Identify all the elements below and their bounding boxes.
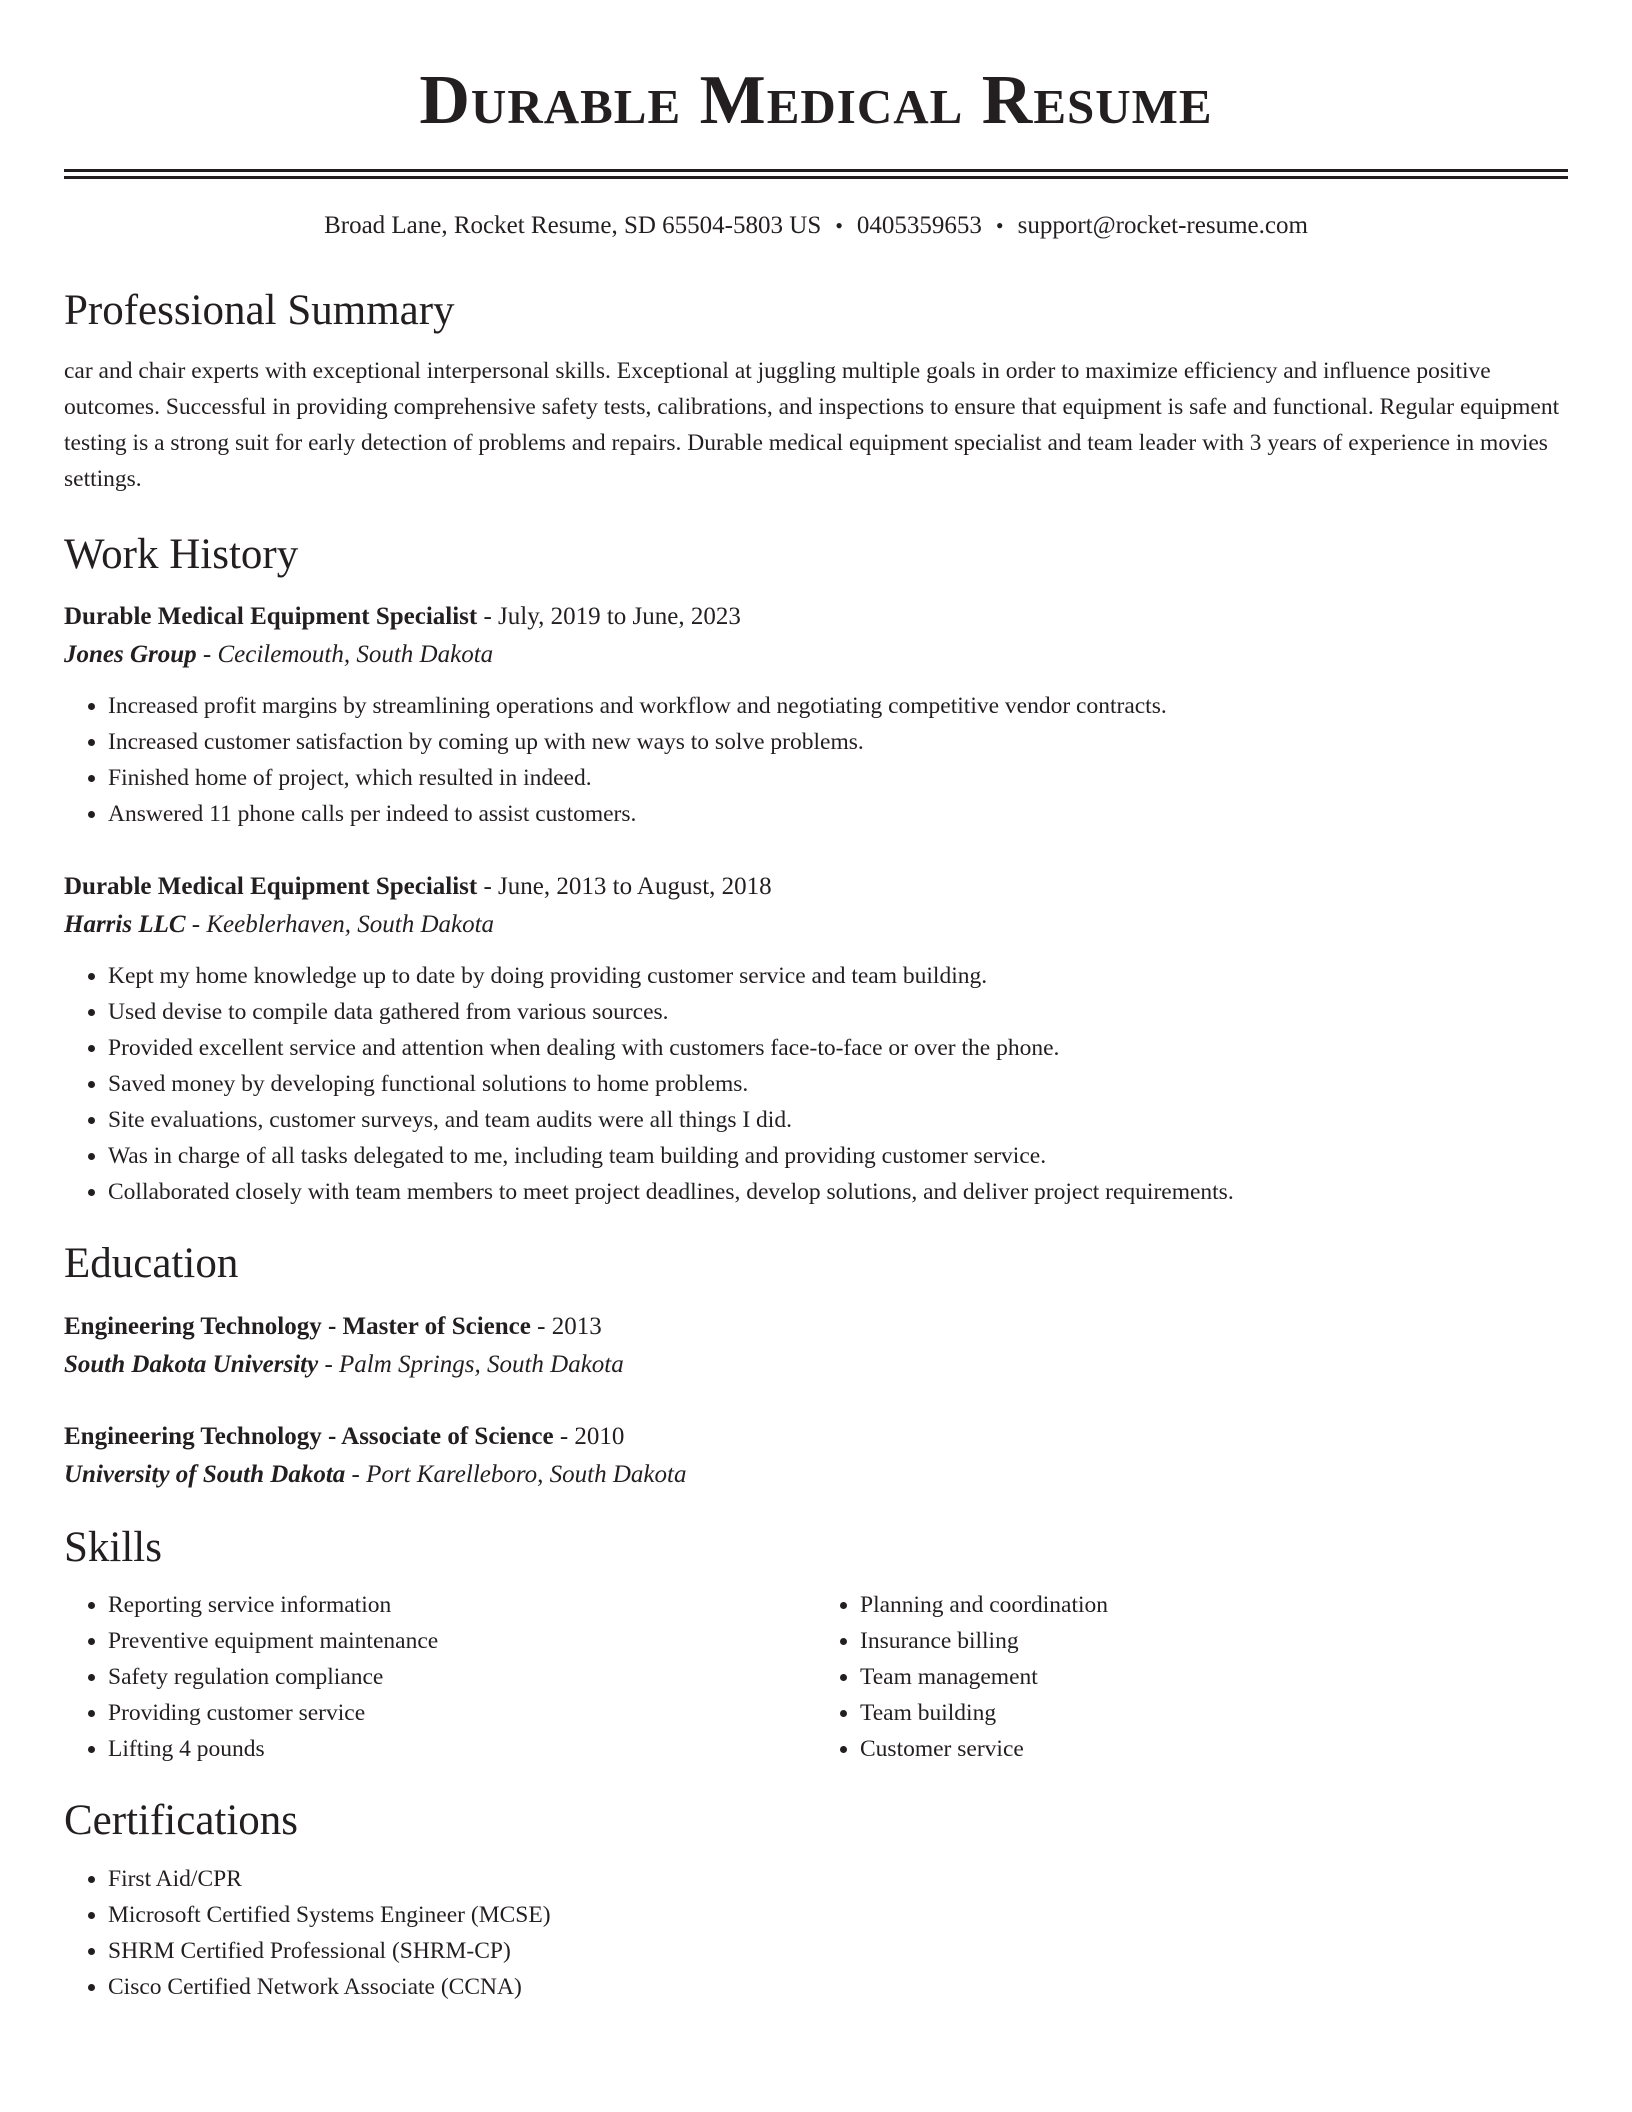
degree: Engineering Technology - Associate of Science [64,1422,554,1450]
list-item: • First Aid/CPR [108,1861,1568,1897]
job-company-line [64,906,1568,944]
education-entry [64,1418,1568,1494]
list-item: • SHRM Certified Professional (SHRM-CP) [108,1933,1568,1969]
list-item: • Saved money by developing functional solutions to home problems. [108,1066,1568,1102]
degree-line [64,1418,1568,1456]
list-item: • Preventive equipment maintenance [108,1623,816,1659]
list-item: • Increased profit margins by streamlining operations and workflow and negotiating competitive vendor contracts. [108,688,1568,724]
list-item: • Increased customer satisfaction by coming up with new ways to solve problems. [108,724,1568,760]
contact-address: Broad Lane, Rocket Resume, SD 65504-5803 US [324,212,822,239]
list-item: • Was in charge of all tasks delegated to me, including team building and providing customer service. [108,1138,1568,1174]
job-location: - Keeblerhaven, South Dakota [185,911,495,939]
certifications-heading: Certifications [64,1797,299,1845]
list-item: • Safety regulation compliance [108,1659,816,1695]
job-entry [64,868,1568,1210]
contact-line [64,211,1568,241]
certifications-list [64,1861,1568,2005]
school-name: South Dakota University [64,1350,319,1378]
degree: Engineering Technology - Master of Science [64,1312,531,1340]
job-location: - Cecilemouth, South Dakota [196,641,494,669]
job-dates: - June, 2013 to August, 2018 [477,873,772,901]
summary-text: car and chair experts with exceptional interpersonal skills. Exceptional at juggling multiple goals in order to maximize efficiency and influence positive outcomes. Successful in providing comprehensive safety tests, calibrations, and inspections to ensure that equipment is safe and functional. Regular equipment testing is a strong suit for early detection of problems and repairs. Durable medical equipment specialist and team leader with 3 years of experience in movies settings. [64,357,1560,492]
job-title-line [64,598,1568,636]
school-line [64,1346,1568,1384]
job-company: Jones Group [64,641,197,669]
graduation-year: - 2010 [553,1422,625,1450]
resume-name: Durable Medical Resume [419,62,1213,139]
job-company: Harris LLC [64,911,186,939]
job-duties-list [64,958,1568,1210]
job-duties-list [64,688,1568,832]
job-dates: - July, 2019 to June, 2023 [477,603,741,631]
list-item: • Lifting 4 pounds [108,1731,816,1767]
list-item: • Team management [860,1659,1568,1695]
degree-line [64,1308,1568,1346]
list-item: • Team building [860,1695,1568,1731]
skills-list-left [64,1587,816,1767]
list-item: • Insurance billing [860,1623,1568,1659]
list-item: • Cisco Certified Network Associate (CCNA) [108,1969,1568,2005]
list-item: • Answered 11 phone calls per indeed to assist customers. [108,796,1568,832]
list-item: • Microsoft Certified Systems Engineer (MCSE) [108,1897,1568,1933]
skills-grid [64,1587,1568,1767]
contact-email: support@rocket-resume.com [1017,212,1308,239]
list-item: • Reporting service information [108,1587,816,1623]
list-item: • Collaborated closely with team members to meet project deadlines, develop solutions, and deliver project requirements. [108,1174,1568,1210]
graduation-year: - 2013 [530,1312,602,1340]
school-location: - Port Karelleboro, South Dakota [345,1460,687,1488]
list-item: • Finished home of project, which resulted in indeed. [108,760,1568,796]
job-title: Durable Medical Equipment Specialist [64,873,478,901]
list-item: • Used devise to compile data gathered from various sources. [108,994,1568,1030]
education-entry [64,1308,1568,1384]
contact-phone: 0405359653 [856,212,982,239]
contact-separator: • [835,213,843,238]
job-company-line [64,636,1568,674]
list-item: • Site evaluations, customer surveys, and team audits were all things I did. [108,1102,1568,1138]
list-item: • Planning and coordination [860,1587,1568,1623]
school-name: University of South Dakota [64,1460,346,1488]
skills-list-right [816,1587,1568,1767]
summary-heading: Professional Summary [64,287,455,334]
education-heading: Education [64,1240,239,1288]
job-entry [64,598,1568,832]
list-item: • Providing customer service [108,1695,816,1731]
job-title-line [64,868,1568,906]
school-line [64,1456,1568,1494]
list-item: • Customer service [860,1731,1568,1767]
school-location: - Palm Springs, South Dakota [318,1350,624,1378]
contact-separator: • [995,213,1004,238]
job-title: Durable Medical Equipment Specialist [64,603,478,631]
list-item: • Kept my home knowledge up to date by doing providing customer service and team building. [108,958,1568,994]
work-history-heading: Work History [64,530,299,578]
list-item: • Provided excellent service and attention when dealing with customers face-to-face or over the phone. [108,1030,1568,1066]
skills-heading: Skills [64,1523,162,1571]
header-divider [64,169,1568,179]
